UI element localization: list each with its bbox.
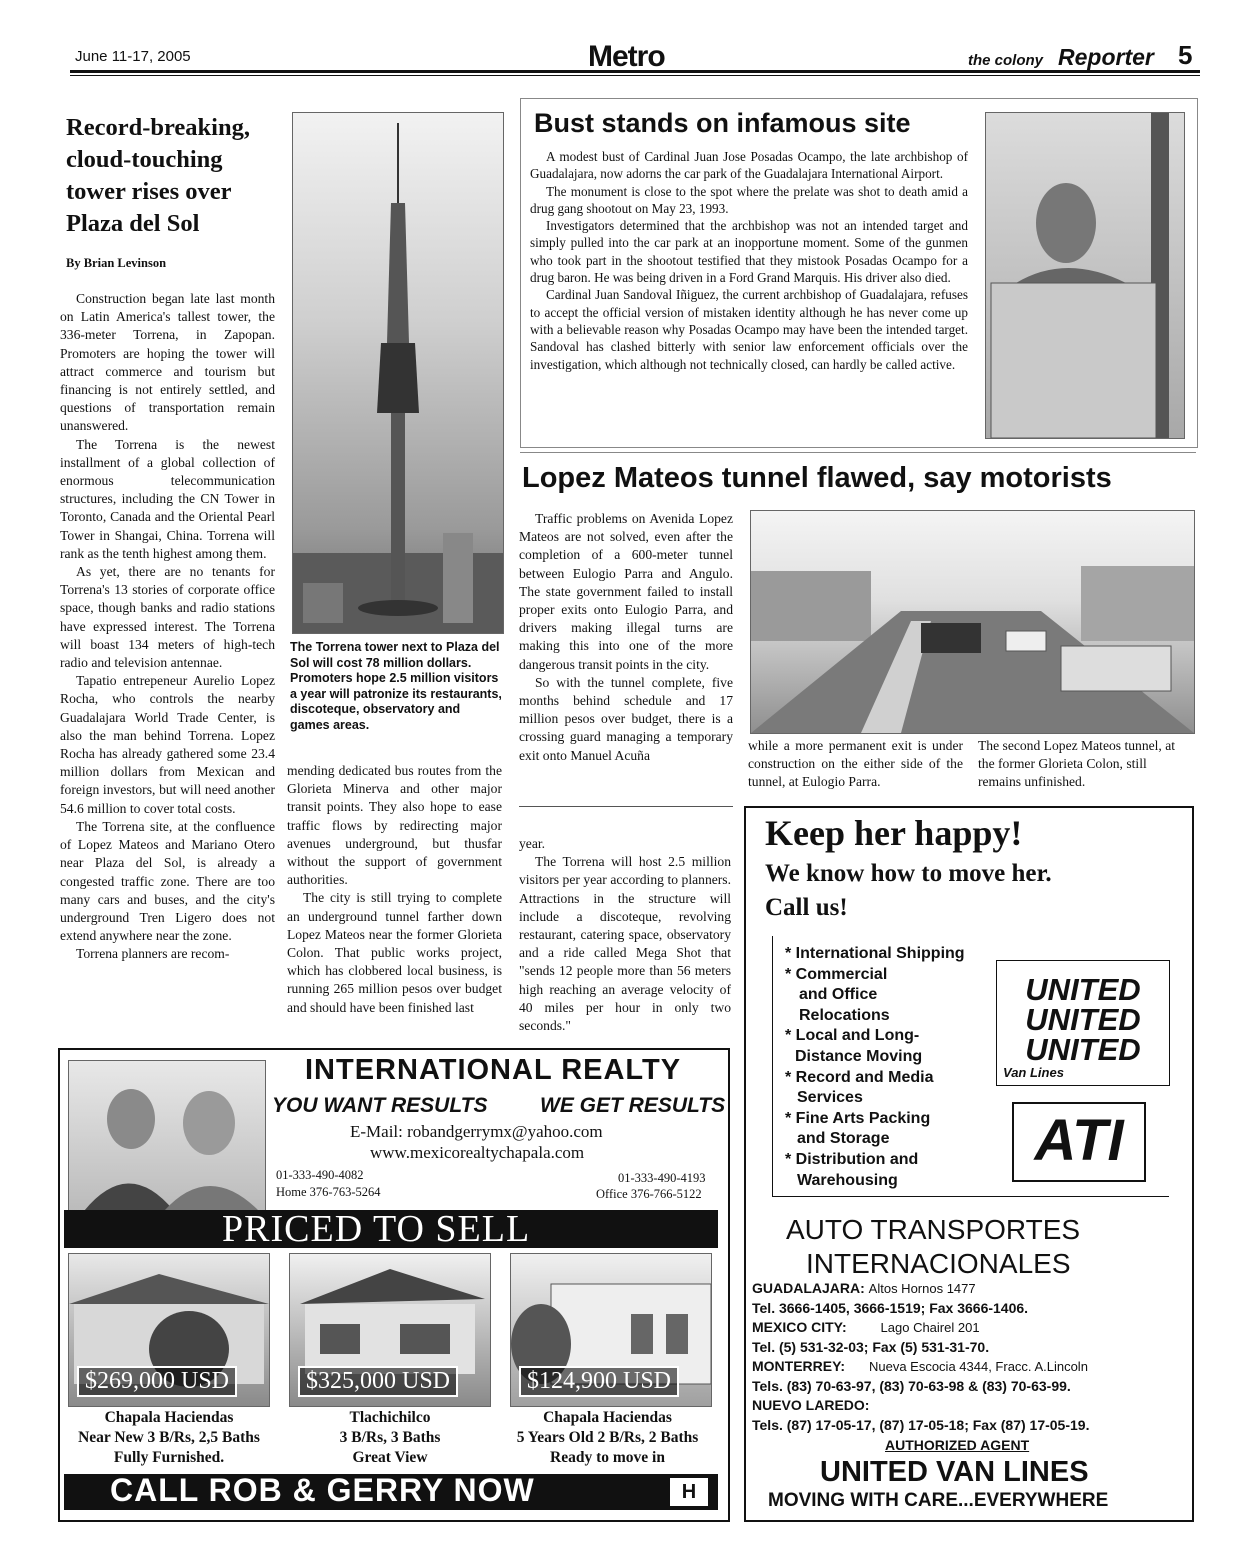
paragraph: Cardinal Juan Sandoval Iñiguez, the current archbishop of Guadalajara, refuses to accept the official version of mistaken identity although he has never come up with a believable reason why Posadas Ocampo may have been the intended target. Sandoval has clashed bitterly with senior law enforcement officials over the investigation, which although not technically closed, can hardly be called active. xyxy=(530,287,968,372)
uvl-name: UNITED VAN LINES xyxy=(820,1456,1089,1488)
office-row xyxy=(752,1396,1182,1416)
priced-banner xyxy=(64,1210,718,1248)
office-phone: Tel. (5) 531-32-03; Fax (5) 531-31-70. xyxy=(752,1338,990,1355)
paragraph: Traffic problems on Avenida Lopez Mateos are not solved, even after the completion of a 600-meter tunnel between Eulogio Parra and Angulo. The state government failed to install proper exits onto Eulogio Parra, and drivers making illegal turns are making this into one of the more dangerous transit points in the city. xyxy=(519,511,733,672)
authorized-agent: AUTHORIZED AGENT xyxy=(885,1437,1030,1453)
realty-title: INTERNATIONAL REALTY xyxy=(305,1054,682,1086)
listing-details xyxy=(64,1408,274,1468)
office-phone: Tels. (87) 17-05-17, (87) 17-05-18; Fax (87) 17-05-19. xyxy=(752,1416,1090,1433)
vanlines-text: Van Lines xyxy=(1003,1065,1064,1080)
column-rule xyxy=(519,806,733,807)
header-rule xyxy=(70,70,1200,76)
office-city: GUADALAJARA: xyxy=(752,1280,865,1296)
tunnel-headline: Lopez Mateos tunnel flawed, say motorists xyxy=(522,462,1112,494)
brand-small: the colony xyxy=(968,52,1044,69)
service-item: Distance Moving xyxy=(795,1047,923,1065)
office-list xyxy=(752,1279,1182,1435)
listing-details xyxy=(285,1408,495,1468)
listing-line: Near New 3 B/Rs, 2,5 Baths xyxy=(78,1429,260,1446)
tunnel-col-1 xyxy=(519,510,733,765)
realty-logo-icon: H xyxy=(670,1478,708,1506)
listing-photo xyxy=(510,1253,712,1407)
ati-wordmark: ATI xyxy=(1034,1108,1124,1173)
paragraph: The city is still trying to complete an underground tunnel farther down Lopez Mateos near the former Glorieta Colon. That public works project, which has clobbered local business, is running 265 million pesos over budget and should have been finished last xyxy=(287,890,502,1015)
listing-photo xyxy=(68,1253,270,1407)
paragraph: The Torrena site, at the confluence of Lopez Mateos and Mariano Otero near Plaza del Sol, is already a congested traffic zone. There are too many cars and buses, and the city's underground Tren Ligero does not extend anywhere near the zone. xyxy=(60,818,275,944)
priced-banner-text: PRICED TO SELL xyxy=(222,1208,531,1250)
listing-price: $325,000 USD xyxy=(298,1366,458,1397)
paragraph: Investigators determined that the archbishop was not an intended target and simply pulled into the car park at an inopportune moment. Some of the gunmen who took part in the shootout testified that they mistook Posadas Ocampo for a drug baron. He was being driven in a Ford Grand Marquis. His driver also died. xyxy=(530,218,968,286)
listing-details xyxy=(500,1408,715,1468)
paragraph: year. xyxy=(519,836,546,851)
tower-caption: The Torrena tower next to Plaza del Sol will cost 78 million dollars. Promoters hope 2.5 million visitors a year will patronize its restaurants, discoteque, observatory and games areas. xyxy=(290,640,502,732)
bust-text xyxy=(530,148,968,373)
listing-name: Chapala Haciendas xyxy=(543,1409,672,1426)
paragraph: So with the tunnel complete, five months behind schedule and 17 million pesos over budget, there is a crossing guard managing a temporary exit onto Manuel Acuña xyxy=(519,674,733,763)
agents-photo xyxy=(68,1060,266,1212)
bust-headline: Bust stands on infamous site xyxy=(534,108,911,138)
tower-col-3 xyxy=(519,835,731,1035)
service-item: * Record and Media xyxy=(785,1068,934,1086)
moving-subhead: We know how to move her. xyxy=(765,860,1052,887)
service-item: * International Shipping xyxy=(785,945,965,962)
paragraph: The Torrena will host 2.5 million visitors per year according to planners. Attractions in the structure will include a discoteque, revolving restaurant, catering space, observatory and a ride called Mega Shot that "sends 12 people more than 56 meters high reaching an average velocity of 40 miles per hour in only two seconds." xyxy=(519,854,731,1034)
paragraph: Construction began late last month on Latin America's tallest tower, the 336-meter Torrena, in Zapopan. Promoters are hoping the tower will attract commerce and tourism but financing is not entirely settled, and questions of transportation remain unanswered. xyxy=(60,291,275,434)
tunnel-illustration xyxy=(751,511,1194,733)
office-phone: Tels. (83) 70-63-97, (83) 70-63-98 & (83) 70-63-99. xyxy=(752,1377,1071,1394)
paragraph: The Torrena is the newest installment of a global collection of enormous telecommunication structures, including the CN Tower in Toronto, Canada and the Oriental Pearl Tower in Shangai, China. Torrena will rank as the tenth highest among them. xyxy=(60,436,275,561)
office-city: MEXICO CITY: xyxy=(752,1319,847,1335)
service-item: Relocations xyxy=(799,1006,890,1024)
tower-col-2 xyxy=(287,762,502,1017)
bust-illustration xyxy=(986,113,1184,438)
realty-website: www.mexicorealtychapala.com xyxy=(370,1143,585,1162)
paragraph: Tapatio entrepeneur Aurelio Lopez Rocha, who controls the nearby Guadalajara World Trade Center, is also the man behind Torrena. Lopez Rocha has already gathered some 23.4 million dollars from Mexican and foreign investors, but will need another 54.6 million to cover total costs. xyxy=(60,673,275,816)
paragraph: A modest bust of Cardinal Juan Jose Posadas Ocampo, the late archbishop of Guadalajara, now adorns the car park of the Guadalajara International Airport. xyxy=(530,149,968,182)
office-city: NUEVO LAREDO: xyxy=(752,1397,870,1413)
phone-office: Office 376-766-5122 xyxy=(596,1187,702,1201)
moving-call: Call us! xyxy=(765,894,848,921)
paragraph: Torrena planners are recom- xyxy=(76,946,230,962)
service-item: and Office xyxy=(799,986,878,1004)
listing-line: 5 Years Old 2 B/Rs, 2 Baths xyxy=(516,1429,699,1446)
listing-name: Chapala Haciendas xyxy=(104,1409,234,1426)
office-city: MONTERREY: xyxy=(752,1358,846,1374)
byline: By Brian Levinson xyxy=(66,256,167,270)
office-row xyxy=(752,1357,1182,1377)
tunnel-col-3: The second Lopez Mateos tunnel, at the former Glorieta Colon, still remains unfinished. xyxy=(978,738,1176,790)
tower-headline-line: Plaza del Sol xyxy=(66,210,200,237)
listing-line: 3 B/Rs, 3 Baths xyxy=(339,1429,441,1446)
office-row xyxy=(752,1279,1182,1299)
united-wordmark: UNITED xyxy=(1025,1002,1141,1037)
tower-headline-line: Record-breaking, xyxy=(66,114,250,141)
page-number: 5 xyxy=(1178,40,1193,70)
uvl-tagline: MOVING WITH CARE...EVERYWHERE xyxy=(768,1490,1109,1511)
united-logo xyxy=(996,960,1170,1086)
moving-headline: Keep her happy! xyxy=(765,813,1023,853)
listing-line: Ready to move in xyxy=(550,1449,665,1466)
paragraph: mending dedicated bus routes from the Glorieta Minerva and other major transit points. They also hope to ease traffic flows by redirecting major avenues underground, but thusfar without the support of government authorities. xyxy=(287,763,502,888)
paragraph: The monument is close to the spot where the prelate was shot to death amid a drug gang shootout on May 23, 1993. xyxy=(530,183,968,216)
tower-headline-line: cloud-touching xyxy=(66,146,223,173)
phone-cell-right: 01-333-490-4193 xyxy=(618,1171,706,1185)
ati-logo xyxy=(1012,1102,1146,1182)
office-address: Altos Hornos 1477 xyxy=(868,1281,976,1296)
realty-footer-text: CALL ROB & GERRY NOW xyxy=(110,1472,535,1508)
issue-date: June 11-17, 2005 xyxy=(75,48,191,65)
listing-photo xyxy=(289,1253,491,1407)
service-item: * Local and Long- xyxy=(785,1027,920,1045)
listing-line: Great View xyxy=(352,1449,428,1466)
listing-line: Fully Furnished. xyxy=(113,1449,225,1466)
brand-logo: Reporter xyxy=(1058,44,1154,70)
services-list xyxy=(785,944,1005,1191)
listing-name: Tlachichilco xyxy=(349,1409,431,1426)
tunnel-photo xyxy=(750,510,1195,734)
service-item: * Distribution and xyxy=(785,1150,919,1168)
slogan-left: YOU WANT RESULTS xyxy=(272,1094,488,1117)
service-item: Warehousing xyxy=(797,1171,898,1189)
office-address: Nueva Escocia 4344, Fracc. A.Lincoln xyxy=(868,1359,1088,1374)
realty-footer-bar xyxy=(64,1474,718,1510)
paragraph: As yet, there are no tenants for Torrena's 13 stories of corporate office space, though banks and radio stations have expressed interest. The Torrena will boast 134 meters of high-tech radio and television antennae. xyxy=(60,564,275,671)
service-item: * Commercial xyxy=(785,965,888,983)
tower-headline-line: tower rises over xyxy=(66,178,232,205)
agents-illustration xyxy=(69,1061,265,1211)
torrena-tower-photo xyxy=(292,112,504,634)
listing-price: $269,000 USD xyxy=(77,1366,237,1397)
listing-price: $124,900 USD xyxy=(519,1366,679,1397)
office-address: Lago Chairel 201 xyxy=(880,1320,980,1335)
slogan-right: WE GET RESULTS xyxy=(540,1094,726,1117)
section-title: Metro xyxy=(588,40,665,73)
tunnel-col-2: while a more permanent exit is under construction on the either side of the tunnel, at Eulogio Parra. xyxy=(748,738,963,790)
phone-cell-left: 01-333-490-4082 xyxy=(276,1168,364,1182)
service-item: * Fine Arts Packing xyxy=(785,1109,931,1127)
tower-headline xyxy=(66,112,286,240)
bust-photo xyxy=(985,112,1185,439)
realty-email: E-Mail: robandgerrymx@yahoo.com xyxy=(350,1122,603,1141)
united-wordmark: UNITED xyxy=(1025,972,1141,1007)
office-row xyxy=(752,1318,1182,1338)
office-phone: Tel. 3666-1405, 3666-1519; Fax 3666-1406. xyxy=(752,1299,1029,1316)
united-wordmark: UNITED xyxy=(1025,1032,1141,1067)
service-item: and Storage xyxy=(797,1130,890,1148)
tunnel-top-rule xyxy=(520,452,1196,453)
service-item: Services xyxy=(797,1089,863,1107)
phone-home: Home 376-763-5264 xyxy=(276,1185,381,1199)
tower-col-1 xyxy=(60,290,275,964)
company-name-2: INTERNACIONALES xyxy=(806,1248,1071,1279)
company-name-1: AUTO TRANSPORTES xyxy=(786,1214,1081,1245)
tower-illustration xyxy=(293,113,503,633)
